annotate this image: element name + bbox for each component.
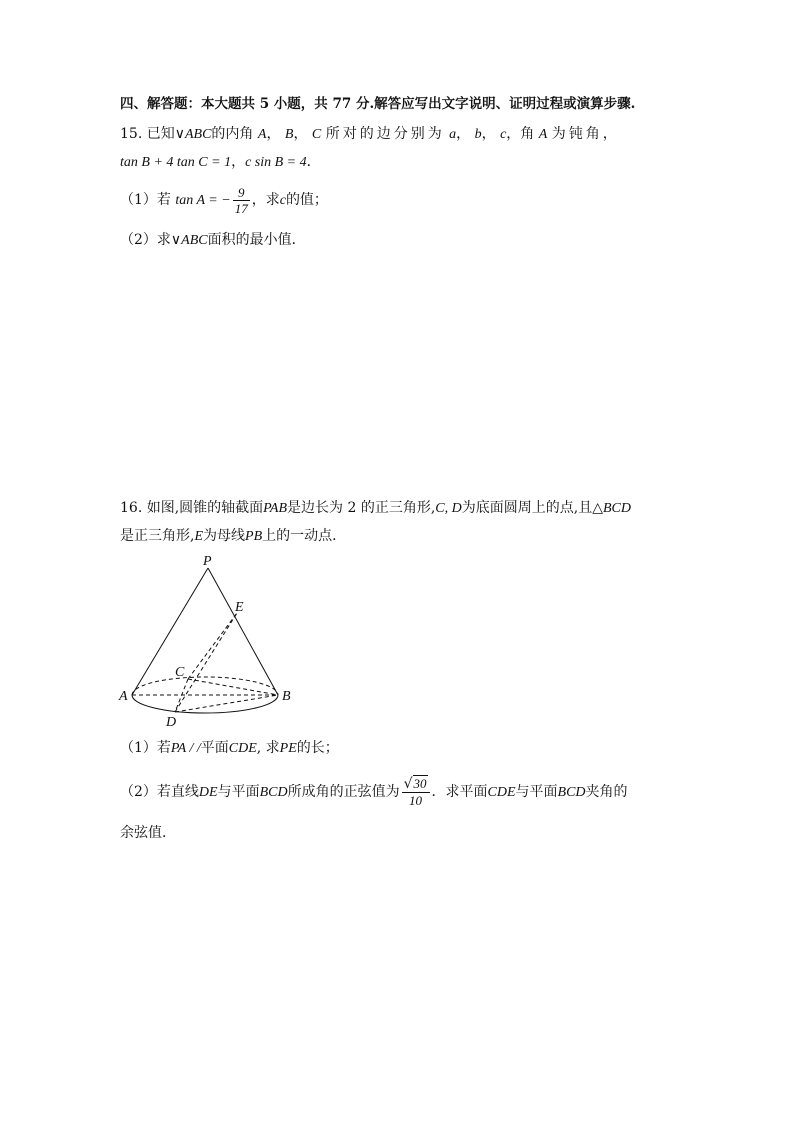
text: 的内角 — [211, 126, 254, 142]
text: ． — [306, 154, 321, 170]
math-expression: c sin B = 4 — [245, 155, 307, 170]
var: B — [284, 127, 294, 142]
label-C: C — [175, 665, 185, 680]
sqrt: √30 — [403, 776, 427, 792]
text: （1）若 — [120, 740, 171, 756]
label-B: B — [282, 689, 291, 704]
var: E — [194, 529, 204, 544]
text: 是正三角形, — [120, 528, 195, 544]
text: 的长； — [296, 740, 339, 756]
line-CB — [188, 679, 278, 695]
text: ， — [231, 154, 246, 170]
line-PA — [132, 568, 208, 695]
var: C — [311, 127, 322, 142]
line-DB — [175, 695, 278, 712]
fraction — [233, 185, 250, 216]
triangle-symbol: ∨ABC — [174, 127, 212, 142]
q15-line-1 — [120, 124, 620, 145]
text: 夹角的 — [585, 784, 628, 800]
label-P: P — [203, 554, 212, 569]
radicand: 30 — [413, 776, 427, 791]
q16-number: 16. — [120, 500, 143, 516]
label-E: E — [235, 600, 244, 615]
text: 为母线 — [203, 528, 246, 544]
text: ．求平面 — [431, 784, 488, 800]
var: PAB — [263, 501, 288, 516]
denominator: 10 — [409, 793, 423, 808]
var: c — [500, 127, 507, 142]
text: （2）求 — [120, 232, 171, 248]
text: 已知 — [146, 126, 175, 142]
text: ， — [481, 126, 496, 142]
text: 为钝角， — [551, 126, 620, 142]
text: ， — [293, 126, 308, 142]
q15-line-2 — [120, 152, 321, 173]
text: ，角 — [506, 126, 535, 142]
math-expression: PA / / — [170, 741, 201, 756]
text: 平面 — [200, 740, 229, 756]
text: , 求 — [256, 740, 280, 756]
var: PE — [279, 741, 297, 756]
label-D: D — [166, 715, 177, 730]
var: a — [449, 127, 457, 142]
q16-line-2 — [120, 526, 346, 547]
line-PB — [208, 568, 278, 695]
q16-part-1 — [120, 738, 339, 759]
q15-number: 15. — [120, 126, 143, 142]
text: 上的一动点． — [262, 528, 347, 544]
var: b — [474, 127, 482, 142]
numerator: 9 — [233, 185, 250, 201]
var: C, D — [435, 501, 462, 516]
text: （1）若 — [120, 192, 171, 208]
var: BCD — [259, 785, 288, 800]
base-ellipse-front — [132, 695, 278, 713]
var: CDE — [487, 785, 516, 800]
triangle-symbol: ∨ABC — [170, 233, 208, 248]
var: DE — [198, 785, 218, 800]
var: PB — [245, 529, 263, 544]
text: 的值； — [285, 192, 328, 208]
var: A — [538, 127, 548, 142]
text: 面积的最小值． — [207, 232, 306, 248]
numerator — [402, 776, 430, 793]
text: 与平面 — [217, 784, 260, 800]
line-CE — [188, 613, 237, 679]
math-expression: tan B + 4 tan C = 1 — [120, 155, 232, 170]
q16-part-2 — [120, 772, 628, 813]
text: 所对的边分别为 — [325, 126, 445, 142]
var: A — [257, 127, 267, 142]
q16-line-1 — [120, 498, 631, 519]
text: ，求 — [251, 192, 280, 208]
base-ellipse-back — [132, 677, 278, 695]
var: c — [279, 193, 286, 208]
text: （2）若直线 — [120, 784, 199, 800]
section-header: 四、解答题：本大题共 5 小题，共 77 分.解答应写出文字说明、证明过程或演算步骤. — [120, 96, 636, 112]
q15-part-1 — [120, 183, 328, 218]
text: ， — [266, 126, 281, 142]
text: 如图,圆锥的轴截面 — [146, 500, 264, 516]
text: ， — [456, 126, 471, 142]
q16-part-2-cont: 余弦值． — [120, 825, 176, 841]
cone-figure — [115, 552, 315, 732]
line-DE — [175, 613, 237, 712]
denominator: 17 — [234, 200, 248, 216]
text: 为底面圆周上的点,且 — [461, 500, 593, 516]
text: 与平面 — [515, 784, 558, 800]
text: 所成角的正弦值为 — [287, 784, 400, 800]
triangle-symbol: △BCD — [592, 501, 631, 516]
math-expression: tan A = − — [175, 193, 231, 208]
var: BCD — [557, 785, 586, 800]
text: 是边长为 2 的正三角形, — [287, 500, 436, 516]
q15-part-2 — [120, 230, 306, 251]
label-A: A — [119, 689, 128, 704]
var: CDE — [228, 741, 257, 756]
fraction — [402, 776, 430, 808]
